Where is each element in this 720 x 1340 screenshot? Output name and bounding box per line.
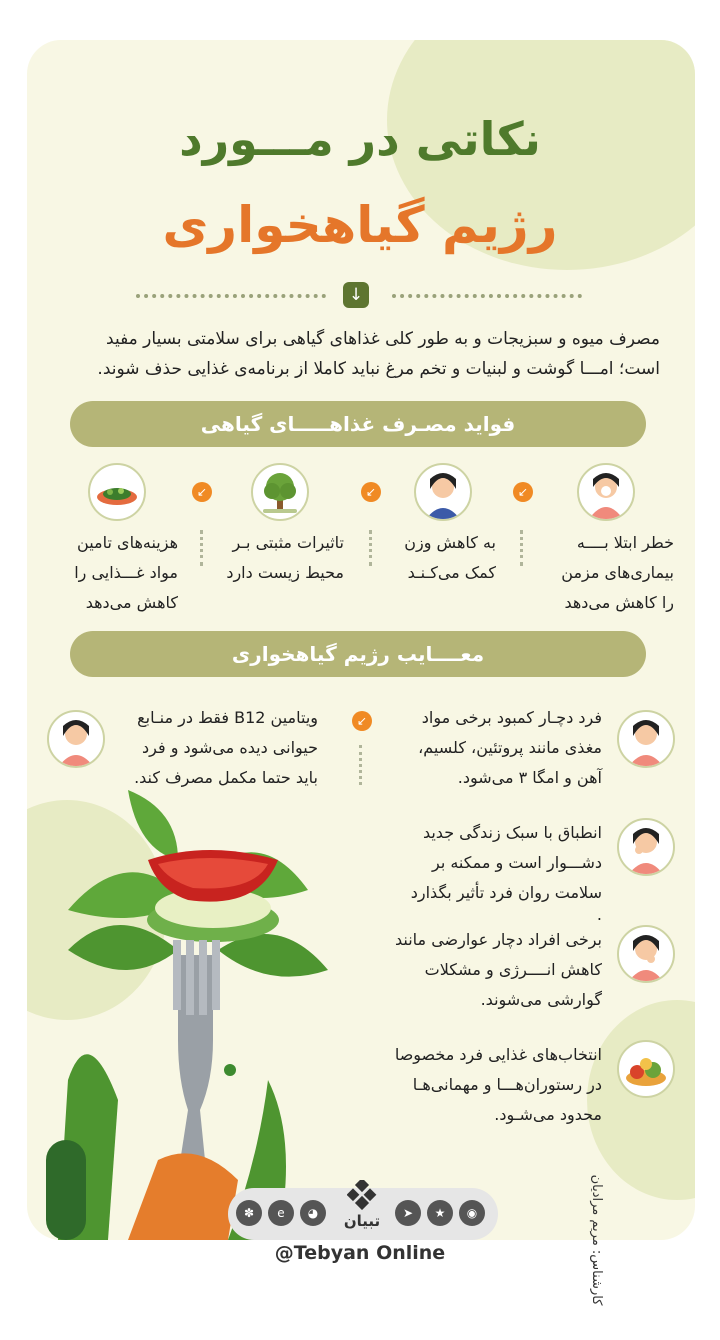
drawback-line: در رستوران‌هـــا و مهمانی‌هـا [412,1075,602,1094]
benefit-text [532,528,674,618]
eitaa-icon[interactable]: e [268,1200,294,1226]
woman-thinking-icon [617,818,675,876]
benefit-text [40,528,178,618]
benefit-line: را کاهش می‌دهد [564,593,674,612]
drawback-line: برخی افراد دچار عوارضی مانند [395,930,602,949]
drawback-text [390,818,602,922]
bale-icon[interactable]: ◕ [300,1200,326,1226]
benefit-line: خطر ابتلا بــــه [576,533,674,552]
dotted-separator [359,745,362,785]
tebyan-logo-icon [347,1180,377,1210]
benefit-line: محیط زیست دارد [226,563,344,582]
benefit-line: هزینه‌های تامین [77,533,178,552]
woman-sad-icon [617,710,675,768]
drawback-line: آهن و امگا ۳ می‌شود. [457,768,602,787]
benefit-text [208,528,344,588]
drawback-line: انتخاب‌های غذایی فرد مخصوصا [394,1045,602,1064]
salad-plate-icon [88,463,146,521]
benefit-line: تاثیرات مثبتی بـر [232,533,344,552]
dotted-separator [520,530,523,566]
arrow-icon: ↙ [352,711,372,731]
drawback-line: محدود می‌شـود. [494,1105,602,1124]
vegetables-icon [617,1040,675,1098]
twitter-icon[interactable]: ★ [427,1200,453,1226]
dotted-divider [392,294,582,302]
drawback-line: دشـــوار است و ممکنه بر [431,853,602,872]
drawback-line: مغذی مانند پروتئین، کلسیم، [418,738,602,757]
benefit-line: کاهش می‌دهد [85,593,178,612]
instagram-icon[interactable]: ◉ [459,1200,485,1226]
credit-text: کارشناس: مریم مرادیان [589,1174,604,1306]
arrow-icon: ↙ [513,482,533,502]
benefits-header: فواید مصـرف غذاهـــــای گیاهی [70,401,646,447]
intro-line: مصرف میوه و سبزیجات و به طور کلی غذاهای گیاهی برای سلامتی بسیار مفید [106,329,660,349]
telegram-icon[interactable]: ➤ [395,1200,421,1226]
aparat-icon[interactable]: ✽ [236,1200,262,1226]
drawback-line: فرد دچـار کمبود برخی مواد [421,708,602,727]
drawback-text [390,925,602,1015]
intro-line: است؛ امـــا گوشت و لبنیات و تخم مرغ نباید کاملا از برنامه‌ی غذایی حذف شوند. [97,359,660,379]
drawback-line: کاهش انــــرژی و مشکلات [424,960,602,979]
woman-sick-icon [577,463,635,521]
drawback-line: حیوانی دیده می‌شود و فرد [142,738,318,757]
title-line-1: نکاتی در مـــورد [179,112,541,166]
arrow-icon: ↙ [361,482,381,502]
drawback-line: سلامت روان فرد تأثیر بگذارد [410,883,602,902]
woman-sad-icon [47,710,105,768]
drawback-line: انطباق با سبک زندگی جدید [422,823,602,842]
arrow-icon: ↙ [192,482,212,502]
drawback-text [390,1040,602,1130]
drawback-line: . [596,905,602,924]
benefit-line: به کاهش وزن [404,533,496,552]
woman-tired-icon [617,925,675,983]
benefit-line: مواد غـــذایی را [74,563,178,582]
woman-slim-icon [414,463,472,521]
drawback-line: ویتامین B12 فقط در منـابع [137,708,318,727]
benefit-text [378,528,496,588]
benefit-line: کمک می‌کـنـد [407,563,496,582]
drawback-line: گوارشی می‌شوند. [480,990,602,1009]
dotted-separator [200,530,203,566]
drawback-line: باید حتما مکمل مصرف کند. [134,768,318,787]
title-line-2: رژیم گیاهخواری [162,196,558,254]
dotted-separator [369,530,372,566]
dotted-divider [136,294,326,302]
arrow-down-icon: ↓ [343,282,369,308]
intro-paragraph [60,324,660,384]
tree-icon [251,463,309,521]
social-handle: @Tebyan Online [274,1242,446,1264]
benefit-line: بیماری‌های مزمن [561,563,674,582]
brand-name: تبیان [343,1212,381,1230]
drawback-text [390,703,602,793]
drawbacks-header: معــــایب رژیم گیاهخواری [70,631,646,677]
fork-vegetables-illustration [28,780,358,1240]
